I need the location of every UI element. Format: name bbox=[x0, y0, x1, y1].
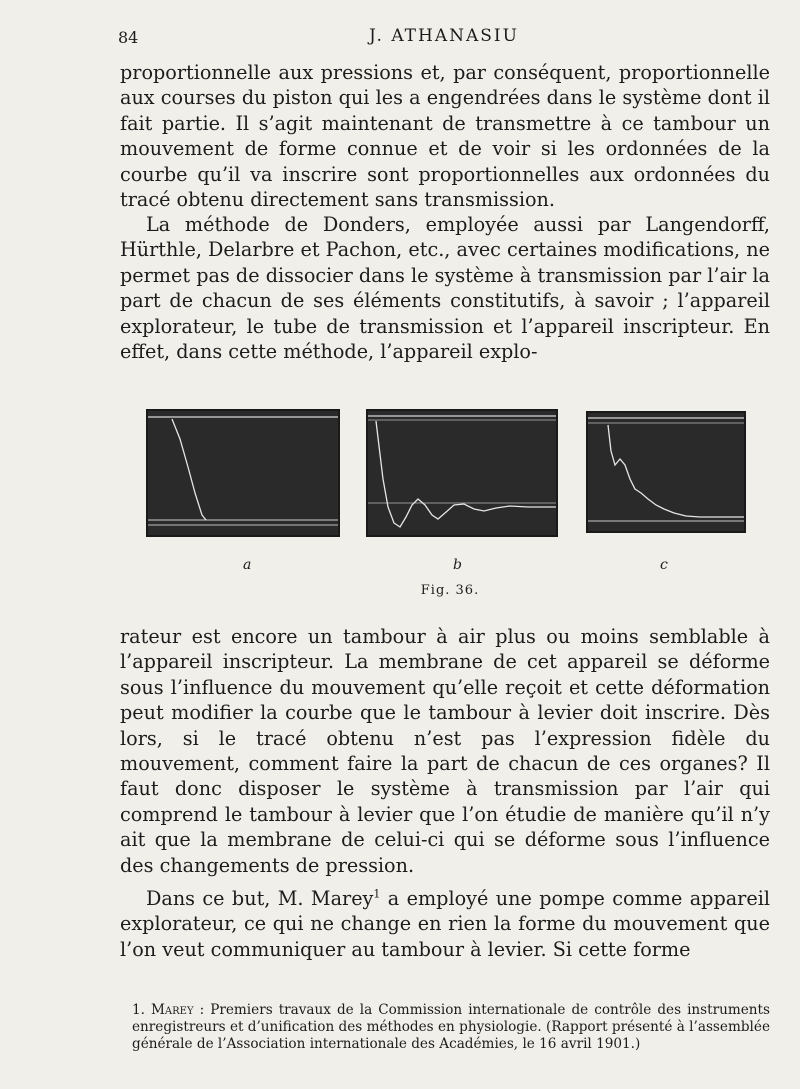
figure-label-a: a bbox=[243, 557, 252, 573]
page-number: 84 bbox=[118, 28, 139, 47]
figure-label-b: b bbox=[453, 557, 462, 573]
footnote bbox=[132, 1002, 770, 1053]
running-title: J. ATHANASIU bbox=[369, 26, 519, 46]
figure-36 bbox=[140, 405, 760, 600]
footnote-text: : Premiers travaux de la Commission internationale de contrôle des instruments enregistreurs et d’unification des méthodes en physiologie. (Rapport présenté à l’assemblée générale de l’Association internationale des Académies, le 16 avril 1901.) bbox=[132, 1002, 770, 1052]
trace-panel-c bbox=[586, 411, 746, 533]
paragraph-4-start: Dans ce but, M. Marey bbox=[146, 887, 374, 910]
paragraph-2: La méthode de Donders, employée aussi par Langendorff, Hürthle, Delarbre et Pachon, etc., avec certaines modifications, ne permet pas de dissocier dans le système à transmission par l’air la part de chacun de ses éléments constitutifs, à savoir ; l’appareil explorateur, le tube de transmission et l’appareil inscripteur. En effet, dans cette méthode, l’appareil explo- bbox=[120, 213, 770, 364]
figure-caption: Fig. 36. bbox=[420, 583, 480, 598]
paragraph-4 bbox=[120, 886, 770, 962]
trace-b-graphic bbox=[368, 411, 556, 535]
footnote-author: Marey bbox=[151, 1002, 194, 1018]
figure-label-c: c bbox=[660, 557, 668, 573]
paragraph-4-rest: a employé une pompe comme appareil explorateur, ce qui ne change en rien la forme du mouvement que l’on veut communiquer au tambour à levier. Si cette forme bbox=[120, 887, 770, 961]
trace-a-graphic bbox=[148, 411, 338, 535]
trace-panel-b bbox=[366, 409, 558, 537]
footnote-reference[interactable]: 1 bbox=[373, 887, 381, 901]
trace-c-graphic bbox=[588, 413, 744, 531]
paragraph-3: rateur est encore un tambour à air plus ou moins semblable à l’appareil inscripteur. La membrane de cet appareil se déforme sous l’influence du mouvement qu’elle reçoit et cette déformation peut modifier la courbe que le tambour à levier doit inscrire. Dès lors, si le tracé obtenu n’est pas l’expression fidèle du mouvement, comment faire la part de chacun de ces organes? Il faut donc disposer le système à transmission par l’air qui comprend le tambour à levier que l’on étudie de manière qu’il n’y ait que la membrane de celui-ci qui se déforme sous l’influence des changements de pression. bbox=[120, 625, 770, 877]
footnote-number: 1. bbox=[132, 1002, 145, 1018]
page-header bbox=[118, 22, 770, 52]
trace-panel-a bbox=[146, 409, 340, 537]
paragraph-1: proportionnelle aux pressions et, par conséquent, proportionnelle aux courses du piston qui les a engendrées dans le système dont il fait partie. Il s’agit maintenant de transmettre à ce tambour un mouvement de forme connue et de voir si les ordonnées de la courbe qu’il va inscrire sont proportionnelles aux ordonnées du tracé obtenu directement sans transmission. bbox=[120, 61, 770, 212]
